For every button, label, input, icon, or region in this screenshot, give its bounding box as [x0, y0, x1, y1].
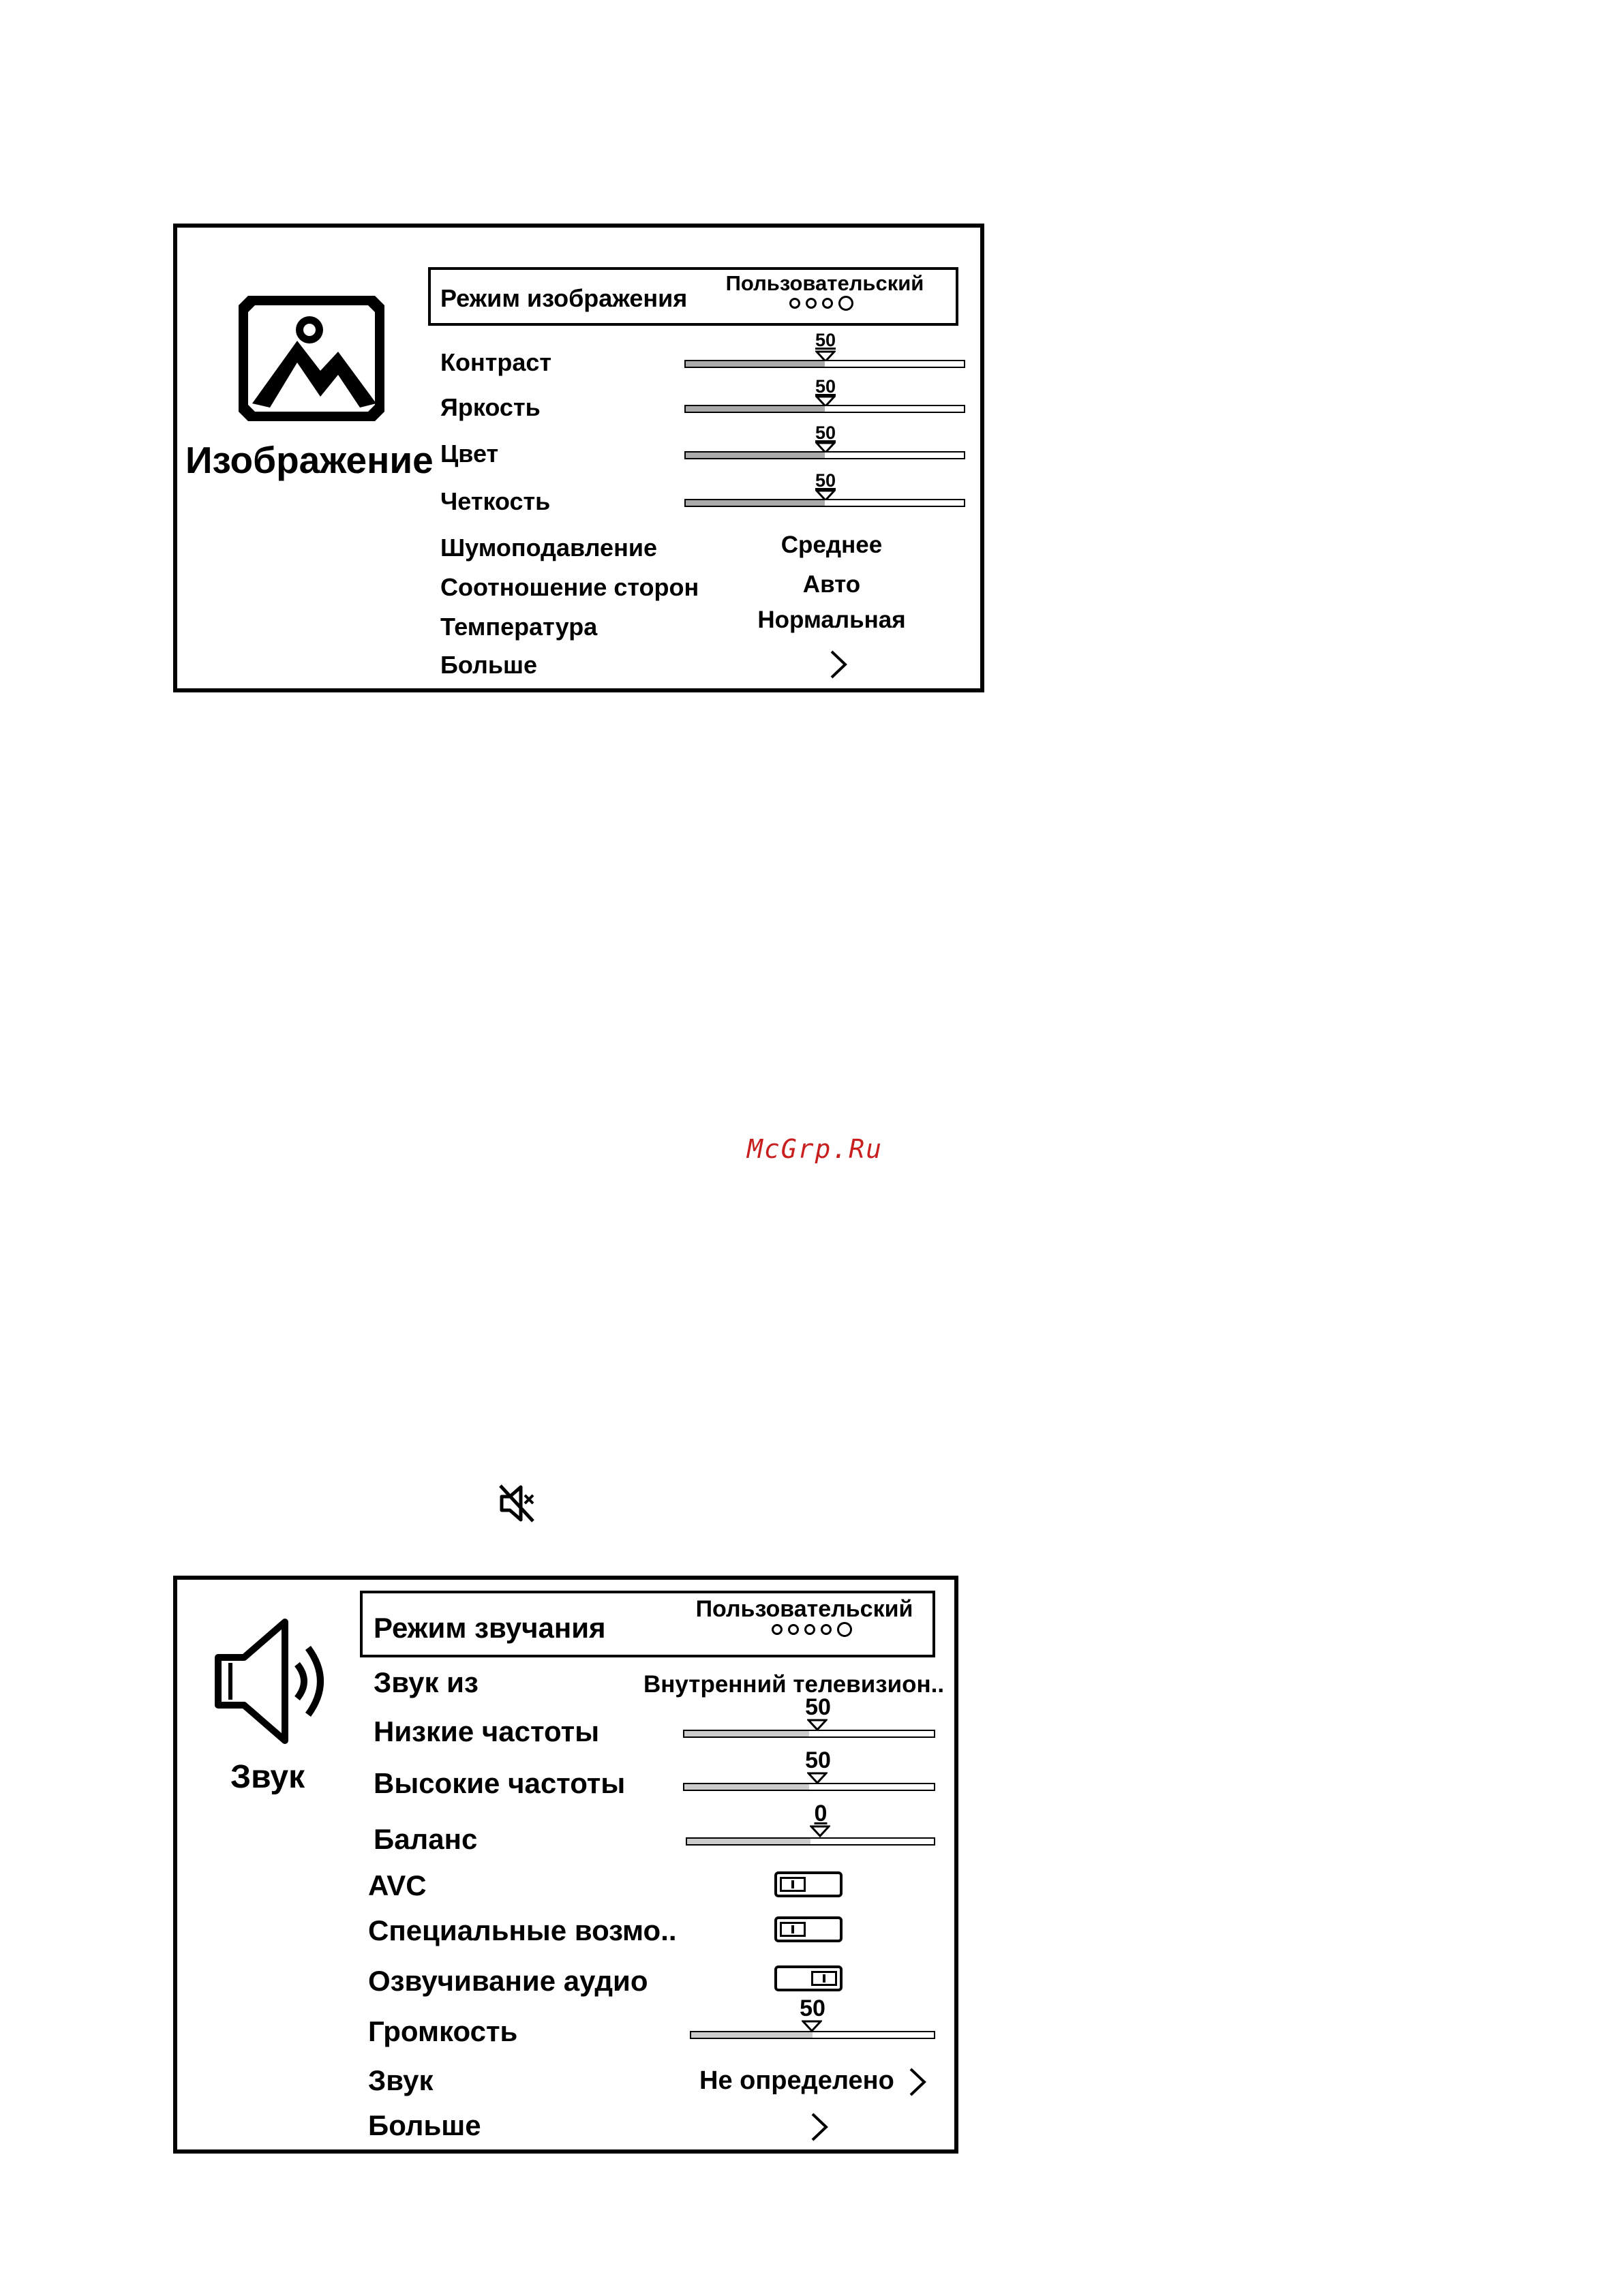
- balance-slider[interactable]: [686, 1837, 935, 1846]
- sound-type-chevron-icon[interactable]: [908, 2066, 927, 2098]
- audio-description-toggle[interactable]: [774, 1965, 843, 1991]
- sharpness-fill: [686, 500, 825, 506]
- mode-dot: [838, 296, 853, 311]
- brightness-slider[interactable]: [684, 405, 965, 413]
- picture-menu-title: Изображение: [185, 439, 434, 481]
- volume-value: 50: [800, 1995, 825, 2021]
- mode-dot: [804, 1624, 815, 1635]
- brightness-fill: [686, 406, 825, 412]
- audio-description-label: Озвучивание аудио: [368, 1965, 648, 1997]
- contrast-fill: [686, 361, 825, 367]
- picture-more-label[interactable]: Больше: [440, 651, 537, 679]
- balance-pointer: [810, 1825, 830, 1837]
- color-label: Цвет: [440, 440, 499, 468]
- noise-reduction-label[interactable]: Шумоподавление: [440, 534, 657, 562]
- avc-toggle-knob: [780, 1877, 806, 1892]
- mode-dot: [788, 1624, 799, 1635]
- balance-label: Баланс: [374, 1823, 478, 1855]
- mode-dot: [772, 1624, 783, 1635]
- accessibility-label: Специальные возмо..: [368, 1914, 677, 1946]
- mode-dot: [821, 1624, 832, 1635]
- volume-slider[interactable]: [690, 2031, 935, 2039]
- treble-value: 50: [805, 1747, 831, 1773]
- mode-dot: [822, 298, 833, 309]
- mode-dot: [806, 298, 817, 309]
- aspect-ratio-label[interactable]: Соотношение сторон: [440, 573, 699, 601]
- avc-toggle[interactable]: [774, 1871, 843, 1897]
- volume-fill: [691, 2032, 813, 2038]
- sound-source-value[interactable]: Внутренний телевизион..: [643, 1671, 945, 1698]
- color-fill: [686, 453, 825, 458]
- balance-fill: [687, 1839, 810, 1844]
- picture-mode-dots: [789, 296, 853, 311]
- mode-dot: [837, 1622, 852, 1637]
- sound-source-label[interactable]: Звук из: [374, 1666, 479, 1698]
- brightness-value: 50: [815, 376, 836, 397]
- volume-label: Громкость: [368, 2015, 518, 2047]
- treble-fill: [684, 1784, 809, 1790]
- bass-fill: [684, 1731, 809, 1736]
- speaker-icon: [211, 1617, 341, 1746]
- bass-slider[interactable]: [683, 1730, 935, 1738]
- aspect-ratio-value[interactable]: Авто: [802, 571, 861, 598]
- sound-mode-dots: [772, 1622, 852, 1637]
- contrast-label: Контраст: [440, 348, 552, 376]
- contrast-value: 50: [815, 330, 836, 350]
- accessibility-toggle[interactable]: [774, 1916, 843, 1942]
- sound-type-value[interactable]: Не определено: [699, 2066, 894, 2095]
- treble-label: Высокие частоты: [374, 1767, 626, 1799]
- picture-icon: [237, 294, 386, 423]
- picture-mode-value: Пользовательский: [725, 271, 924, 295]
- brightness-label: Яркость: [440, 393, 541, 421]
- color-slider[interactable]: [684, 451, 965, 459]
- sound-menu-title: Звук: [230, 1759, 305, 1795]
- treble-slider[interactable]: [683, 1783, 935, 1791]
- sound-mode-value: Пользовательский: [695, 1596, 913, 1622]
- sound-more-label[interactable]: Больше: [368, 2109, 481, 2141]
- sharpness-slider[interactable]: [684, 499, 965, 507]
- sharpness-label: Четкость: [440, 487, 551, 515]
- accessibility-toggle-knob: [780, 1922, 806, 1937]
- mute-icon: [498, 1483, 536, 1524]
- mode-dot: [789, 298, 800, 309]
- bass-value: 50: [805, 1694, 831, 1720]
- temperature-label[interactable]: Температура: [440, 613, 598, 641]
- sound-mode-label: Режим звучания: [374, 1612, 606, 1644]
- temperature-value[interactable]: Нормальная: [757, 607, 906, 633]
- color-value: 50: [815, 423, 836, 443]
- sound-type-label[interactable]: Звук: [368, 2064, 434, 2096]
- contrast-slider[interactable]: [684, 360, 965, 368]
- bass-label: Низкие частоты: [374, 1715, 600, 1747]
- sound-more-chevron-icon[interactable]: [810, 2111, 829, 2143]
- balance-value: 0: [814, 1801, 828, 1826]
- picture-more-chevron-icon[interactable]: [829, 649, 848, 680]
- audio-description-toggle-knob: [811, 1971, 837, 1986]
- watermark: McGrp.Ru: [747, 1134, 883, 1164]
- picture-mode-label: Режим изображения: [440, 284, 688, 312]
- noise-reduction-value[interactable]: Среднее: [780, 532, 883, 558]
- avc-label: AVC: [368, 1869, 427, 1901]
- sharpness-value: 50: [815, 470, 836, 491]
